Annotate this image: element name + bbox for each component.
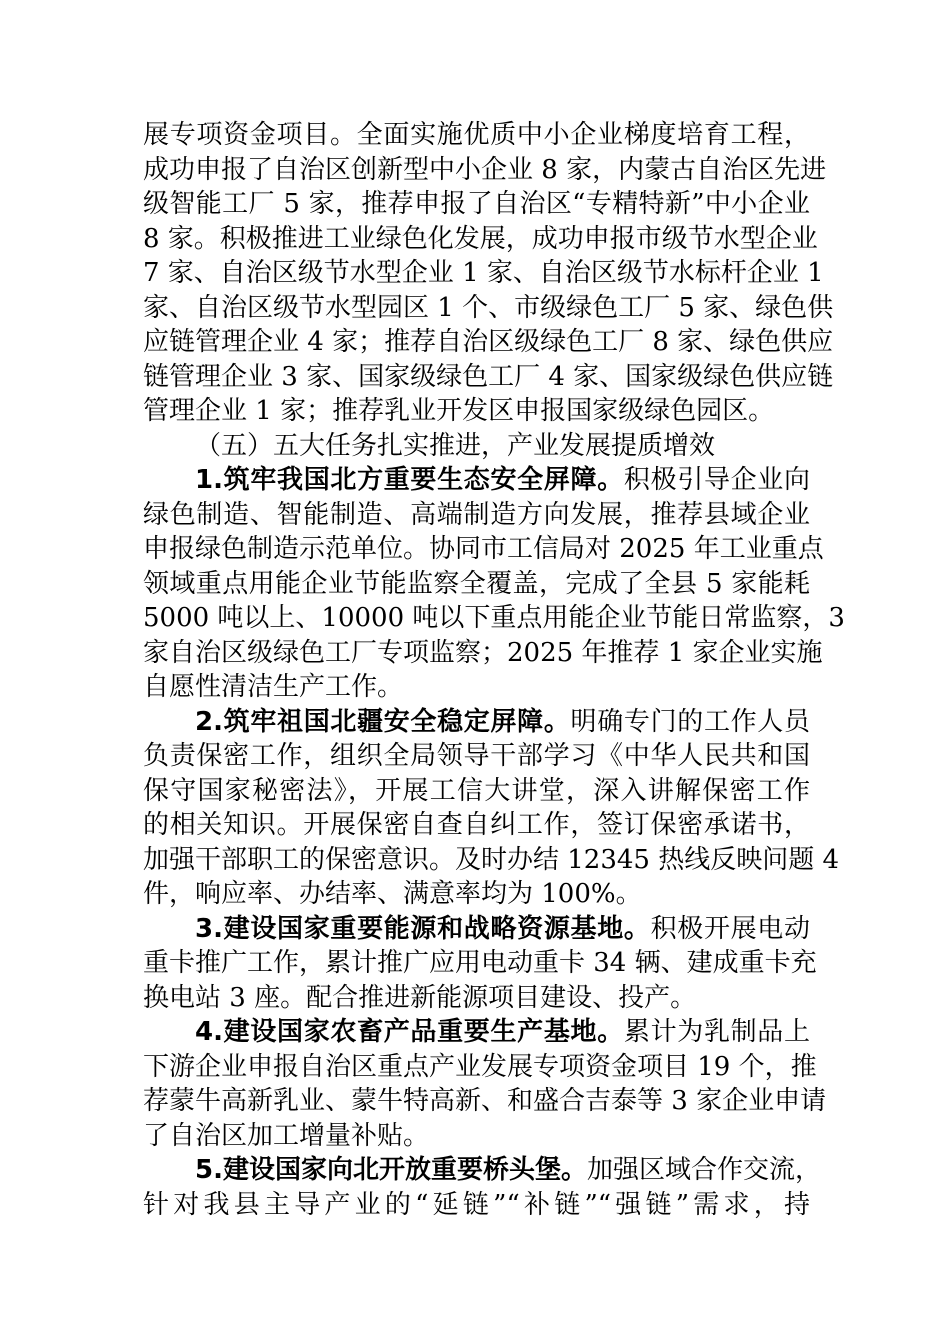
text-line: 链管理企业 3 家、国家级绿色工厂 4 家、国家级绿色供应链	[143, 361, 834, 392]
paragraph-task-4	[143, 1015, 827, 1153]
text-line: 7 家、自治区级节水型企业 1 家、自治区级节水标杆企业 1	[143, 258, 824, 288]
text-line: 加强干部职工的保密意识。及时办结 12345 热线反映问题 4	[143, 844, 840, 875]
paragraph-lead-rest: 加强区域合作交流，	[586, 1155, 821, 1185]
paragraph-lead-bold: 1.筑牢我国北方重要生态安全屏障。	[195, 465, 624, 495]
document-body	[143, 118, 845, 1222]
text-line: 重卡推广工作，累计推广应用电动重卡 34 辆、建成重卡充	[143, 948, 817, 978]
text-line: 家、自治区级节水型园区 1 个、市级绿色工厂 5 家、绿色供	[143, 292, 834, 323]
text-line: 绿色制造、智能制造、高端制造方向发展，推荐县域企业	[143, 499, 810, 530]
paragraph-lead-rest: 明确专门的工作人员	[570, 706, 810, 737]
text-line: 领域重点用能企业节能监察全覆盖，完成了全县 5 家能耗	[143, 568, 810, 599]
paragraph-continuation	[143, 118, 834, 429]
text-line: 荐蒙牛高新乳业、蒙牛特高新、和盛合吉泰等 3 家企业申请	[143, 1086, 827, 1116]
paragraph-first-line	[143, 1153, 821, 1188]
paragraph-lead-rest: 积极引导企业向	[623, 465, 810, 495]
text-line: 了自治区加工增量补贴。	[143, 1120, 430, 1151]
text-line: 针对我县主导产业的“延链”“补链”“强链”需求，持	[143, 1189, 810, 1220]
text-line: 申报绿色制造示范单位。协同市工信局对 2025 年工业重点	[143, 534, 824, 564]
text-line: 成功申报了自治区创新型中小企业 8 家，内蒙古自治区先进	[143, 154, 827, 185]
paragraph-lead-bold: 5.建设国家向北开放重要桥头堡。	[195, 1155, 587, 1185]
paragraph-lead-rest: 累计为乳制品上	[623, 1017, 810, 1047]
paragraph-first-line	[143, 1015, 810, 1050]
text-line: 展专项资金项目。全面实施优质中小企业梯度培育工程，	[143, 120, 810, 150]
text-line: 保守国家秘密法》，开展工信大讲堂，深入讲解保密工作	[143, 775, 810, 806]
text-line: 件，响应率、办结率、满意率均为 100%。	[143, 879, 642, 909]
text-line: 家自治区级绿色工厂专项监察；2025 年推荐 1 家企业实施	[143, 637, 823, 668]
text-line: 应链管理企业 4 家；推荐自治区级绿色工厂 8 家、绿色供应	[143, 327, 834, 357]
text-line: 级智能工厂 5 家，推荐申报了自治区“专精特新”中小企业	[143, 189, 810, 219]
paragraph-lead-bold: 4.建设国家农畜产品重要生产基地。	[195, 1017, 624, 1047]
text-line: 下游企业申报自治区重点产业发展专项资金项目 19 个，推	[143, 1051, 817, 1082]
paragraph-task-5	[143, 1153, 821, 1222]
text-line: 管理企业 1 家；推荐乳业开发区申报国家级绿色园区。	[143, 396, 775, 426]
paragraph-lead-rest: 积极开展电动	[650, 913, 810, 944]
paragraph-first-line	[143, 912, 810, 947]
text-line: 换电站 3 座。配合推进新能源项目建设、投产。	[143, 982, 697, 1013]
paragraph-first-line	[143, 463, 810, 498]
paragraph-lead-bold: 3.建设国家重要能源和战略资源基地。	[195, 913, 651, 944]
paragraph-task-1	[143, 463, 845, 705]
paragraph-task-2	[143, 705, 840, 912]
section-heading	[143, 429, 810, 464]
text-line: 的相关知识。开展保密自查自纠工作，签订保密承诺书，	[143, 810, 810, 840]
paragraph-first-line	[143, 705, 810, 740]
text-line: 自愿性清洁生产工作。	[143, 672, 404, 702]
text-line: 8 家。积极推进工业绿色化发展，成功申报市级节水型企业	[143, 223, 818, 254]
paragraph-lead-bold: 2.筑牢祖国北疆安全稳定屏障。	[195, 706, 571, 737]
text-line: 5000 吨以上、10000 吨以下重点用能企业节能日常监察，3	[143, 603, 845, 633]
text-line: 负责保密工作，组织全局领导干部学习《中华人民共和国	[143, 741, 810, 771]
paragraph-task-3	[143, 912, 817, 1016]
section-heading-text: （五）五大任务扎实推进，产业发展提质增效	[195, 430, 716, 461]
